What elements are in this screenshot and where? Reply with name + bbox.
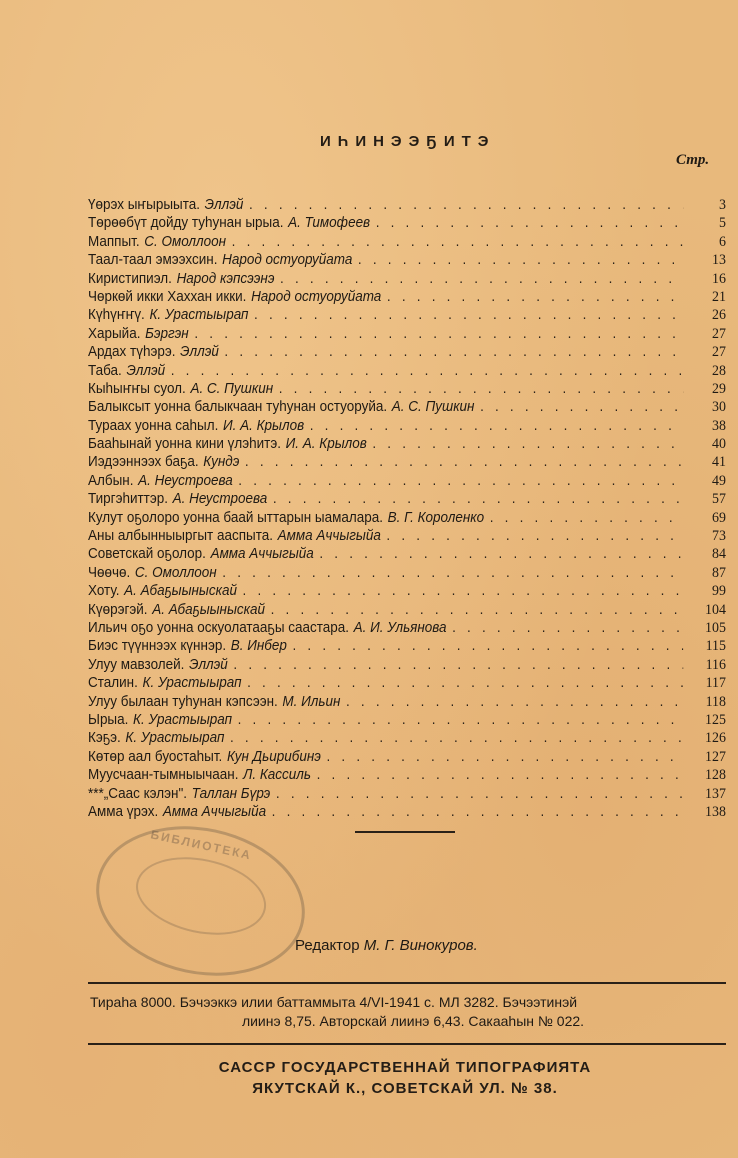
dot-leader — [280, 270, 683, 288]
stamp-text: БИБЛИОТЕКА — [149, 827, 254, 863]
entry-page-number: 126 — [705, 730, 726, 747]
dot-leader — [171, 362, 683, 380]
dot-leader — [238, 472, 683, 490]
entry-title: Күһүҥҥү. — [88, 307, 145, 324]
toc-entry — [88, 380, 726, 398]
dot-leader — [326, 748, 683, 766]
toc-entry — [88, 656, 726, 674]
dot-leader — [317, 766, 684, 784]
entry-page-number: 57 — [712, 491, 726, 508]
imprint-line-1: Тираһа 8000. Бэчээккэ илии баттаммыта 4/VI-1941 с. МЛ 3282. Бэчээтинэй — [90, 994, 578, 1010]
entry-title: Бааһынай уонна кини үлэһитэ. — [88, 436, 281, 453]
entry-author: Амма Аччыгыйа — [210, 546, 314, 563]
entry-title: Кыһыҥҥы суол. — [88, 380, 186, 397]
divider-rule — [355, 831, 455, 833]
dot-leader — [230, 729, 683, 747]
entry-page-number: 3 — [719, 197, 726, 213]
entry-title: Балыксыт уонна балыкчаан туһунан остуоруйа. — [88, 399, 388, 416]
entry-page-number: 28 — [712, 362, 726, 379]
editor-label: Редактор — [295, 937, 360, 954]
entry-author: А. Абаҕыыныскай — [152, 601, 266, 618]
entry-title: Биэс түүннээх күннэр. — [88, 638, 227, 655]
entry-title: Тураах уонна саһыл. — [88, 417, 219, 434]
entry-title: Маппыт. — [88, 233, 140, 250]
toc-entry — [88, 472, 726, 490]
toc-entry — [88, 637, 726, 655]
toc-entry — [88, 196, 726, 214]
entry-title: Таба. — [88, 362, 122, 379]
entry-title: Ырыа. — [88, 711, 129, 728]
entry-page-number: 29 — [712, 380, 726, 397]
toc-entry — [88, 729, 726, 747]
entry-author: А. И. Ульянова — [353, 619, 447, 636]
entry-page-number: 30 — [712, 399, 726, 416]
entry-title: Киристипиэл. — [88, 270, 172, 287]
toc-entry — [88, 693, 726, 711]
dot-leader — [243, 582, 684, 600]
entry-author: Эллэй — [126, 362, 166, 379]
entry-page-number: 6 — [719, 233, 726, 250]
entry-title: Сталин. — [88, 675, 138, 692]
entry-title: Харыйа. — [88, 325, 141, 342]
entry-author: Бэргэн — [145, 325, 189, 342]
entry-author: А. Неустроева — [138, 472, 233, 489]
toc-entry — [88, 527, 726, 545]
entry-author: А. С. Пушкин — [190, 380, 274, 397]
toc-entry — [88, 362, 726, 380]
dot-leader — [376, 214, 684, 232]
entry-page-number: 49 — [712, 472, 726, 489]
dot-leader — [271, 601, 684, 619]
entry-title: Иэдээннээх баҕа. — [88, 454, 199, 471]
toc-entry — [88, 453, 726, 471]
dot-leader — [279, 380, 683, 398]
entry-page-number: 84 — [712, 546, 726, 563]
dot-leader — [276, 785, 683, 803]
printer-info — [150, 1057, 660, 1099]
entry-page-number: 16 — [712, 270, 726, 287]
entry-author: А. Абаҕыыныскай — [124, 583, 237, 600]
dot-leader — [480, 398, 683, 416]
entry-page-number: 117 — [705, 675, 726, 692]
toc-entry — [88, 711, 726, 729]
entry-author: Кун Дьирибинэ — [226, 748, 321, 765]
entry-title: Улуу мавзолей. — [88, 656, 185, 673]
imprint-line-2: лиинэ 8,75. Авторскай лиинэ 6,43. Сакааһын № 022. — [241, 1013, 585, 1029]
toc-entry — [88, 270, 726, 288]
dot-leader — [238, 711, 684, 729]
editor-credit — [295, 937, 478, 954]
toc-entry — [88, 214, 726, 232]
entry-author: В. Инбер — [230, 638, 287, 655]
entry-author: Эллэй — [180, 344, 219, 361]
entry-page-number: 115 — [705, 638, 726, 655]
entry-title: Таал-таал эмээхсин. — [88, 252, 218, 269]
printer-line-2: ЯКУТСКАЙ К., СОВЕТСКАЙ УЛ. № 38. — [252, 1080, 558, 1097]
entry-title: Советскай оҕолор. — [88, 546, 206, 563]
entry-author: К. Урастыырап — [125, 730, 225, 747]
entry-page-number: 116 — [705, 656, 726, 673]
dot-leader — [245, 453, 683, 471]
entry-page-number: 27 — [712, 344, 726, 361]
dot-leader — [272, 803, 684, 821]
toc-entry — [88, 601, 726, 619]
entry-title: Ардах түһэрэ. — [88, 344, 176, 361]
dot-leader — [273, 490, 683, 508]
entry-page-number: 41 — [712, 454, 726, 471]
table-of-contents — [88, 196, 726, 821]
entry-title: Амма үрэх. — [88, 803, 159, 820]
entry-page-number: 128 — [705, 767, 726, 784]
imprint-bottom-rule — [88, 1043, 726, 1045]
entry-page-number: 127 — [705, 748, 726, 765]
entry-author: С. Омоллоон — [134, 564, 217, 581]
entry-author: Амма Аччыгыйа — [162, 803, 267, 820]
entry-page-number: 69 — [712, 509, 726, 526]
entry-author: Народ кэпсээнэ — [176, 270, 275, 287]
entry-author: К. Урастыырап — [133, 711, 233, 728]
dot-leader — [249, 196, 683, 214]
toc-entry — [88, 435, 726, 453]
entry-title: Үөрэх ыҥырыыта. — [88, 197, 201, 213]
page-column-label: Стр. — [676, 152, 710, 168]
toc-entry — [88, 785, 726, 803]
dot-leader — [319, 545, 683, 563]
imprint — [88, 993, 738, 1031]
entry-page-number: 99 — [712, 583, 726, 600]
toc-heading: ИҺИНЭЭҔИТЭ — [320, 133, 496, 150]
entry-title: Албын. — [88, 472, 134, 489]
dot-leader — [490, 509, 683, 527]
toc-entry — [88, 233, 726, 251]
toc-entry — [88, 545, 726, 563]
dot-leader — [372, 435, 683, 453]
entry-page-number: 138 — [705, 803, 726, 820]
entry-author: Таллан Бүрэ — [191, 785, 271, 802]
entry-title: ***„Саас кэлэн". — [88, 785, 187, 802]
entry-title: Улуу былаан туһунан кэпсээн. — [88, 693, 278, 710]
entry-page-number: 38 — [712, 417, 726, 434]
entry-author: Народ остуоруйата — [251, 288, 382, 305]
dot-leader — [292, 637, 683, 655]
toc-entry — [88, 803, 726, 821]
entry-author: Эллэй — [204, 197, 244, 213]
entry-page-number: 104 — [705, 601, 726, 618]
toc-entry — [88, 564, 726, 582]
toc-entry — [88, 306, 726, 324]
toc-entry — [88, 748, 726, 766]
entry-author: Эллэй — [189, 656, 228, 673]
entry-page-number: 137 — [705, 785, 726, 802]
toc-entry — [88, 509, 726, 527]
entry-author: Амма Аччыгыйа — [277, 528, 381, 545]
dot-leader — [310, 417, 683, 435]
entry-author: А. Неустроева — [172, 491, 268, 508]
printer-line-1: САССР ГОСУДАРСТВЕННАЙ ТИПОГРАФИЯТА — [218, 1059, 592, 1076]
dot-leader — [232, 233, 684, 251]
dot-leader — [254, 306, 683, 324]
stamp-inner-ring — [129, 846, 274, 946]
library-stamp — [82, 808, 319, 995]
entry-author: Л. Кассиль — [243, 767, 311, 784]
toc-entry — [88, 343, 726, 361]
entry-author: И. А. Крылов — [222, 417, 305, 434]
entry-title: Аны албынныыргыт ааспыта. — [88, 528, 273, 545]
entry-author: К. Урастыырап — [142, 675, 242, 692]
dot-leader — [452, 619, 683, 637]
entry-title: Күөрэгэй. — [88, 601, 148, 618]
entry-author: Народ остуоруйата — [222, 252, 353, 269]
entry-title: Тиргэһиттэр. — [88, 491, 168, 508]
dot-leader — [224, 343, 683, 361]
entry-page-number: 13 — [712, 252, 726, 269]
dot-leader — [233, 656, 683, 674]
toc-entry — [88, 251, 726, 269]
entry-page-number: 26 — [712, 307, 726, 324]
entry-page-number: 27 — [712, 325, 726, 342]
dot-leader — [386, 527, 683, 545]
entry-page-number: 105 — [705, 619, 726, 636]
entry-author: А. С. Пушкин — [391, 399, 475, 416]
entry-author: А. Тимофеев — [288, 215, 371, 232]
entry-title: Чөөчө. — [88, 564, 131, 581]
entry-title: Көтөр аал буостаһыт. — [88, 748, 223, 765]
toc-entry — [88, 490, 726, 508]
entry-page-number: 125 — [705, 711, 726, 728]
dot-leader — [247, 674, 683, 692]
entry-title: Кэҕэ. — [88, 730, 121, 747]
toc-entry — [88, 674, 726, 692]
entry-author: И. А. Крылов — [285, 436, 367, 453]
entry-author: Кундэ — [203, 454, 240, 471]
editor-name: М. Г. Винокуров. — [363, 937, 478, 954]
entry-title: Хоту. — [88, 583, 120, 600]
entry-author: М. Ильин — [282, 693, 341, 710]
entry-title: Төрөөбүт дойду туһунан ырыа. — [88, 215, 284, 232]
dot-leader — [222, 564, 683, 582]
entry-page-number: 118 — [705, 693, 726, 710]
entry-author: К. Урастыырап — [149, 307, 249, 324]
entry-author: В. Г. Короленко — [387, 509, 485, 526]
dot-leader — [387, 288, 683, 306]
toc-entry — [88, 398, 726, 416]
entry-page-number: 21 — [712, 288, 726, 305]
toc-entry — [88, 288, 726, 306]
entry-title: Муусчаан-тымныычаан. — [88, 767, 239, 784]
dot-leader — [358, 251, 683, 269]
entry-title: Ильич оҕо уонна оскуолатааҕы саастара. — [88, 619, 350, 636]
entry-page-number: 73 — [712, 528, 726, 545]
toc-entry — [88, 325, 726, 343]
toc-entry — [88, 619, 726, 637]
toc-entry — [88, 417, 726, 435]
toc-entry — [88, 766, 726, 784]
imprint-top-rule — [88, 982, 726, 984]
toc-entry — [88, 582, 726, 600]
entry-title: Чөркөй икки Хаххан икки. — [88, 288, 247, 305]
entry-page-number: 40 — [712, 436, 726, 453]
entry-title: Кулут оҕолоро уонна баай ыттарын ыамалара. — [88, 509, 383, 526]
dot-leader — [194, 325, 683, 343]
dot-leader — [346, 693, 683, 711]
entry-author: С. Омоллоон — [144, 233, 227, 250]
entry-page-number: 87 — [712, 564, 726, 581]
entry-page-number: 5 — [719, 215, 726, 232]
